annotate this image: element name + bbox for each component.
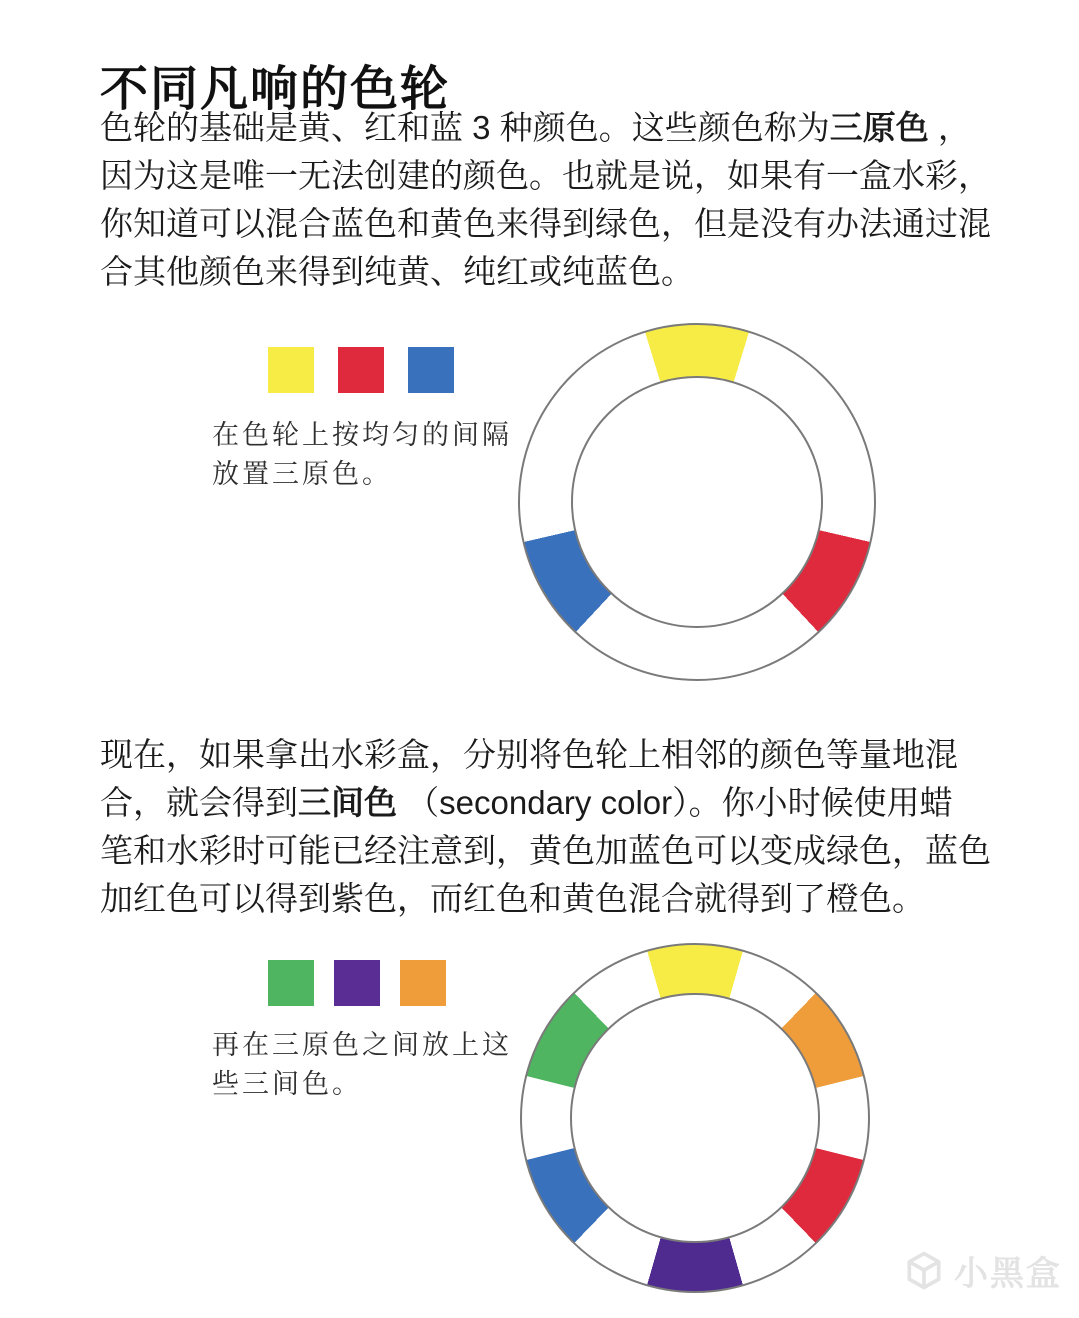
text-line: 因为这是唯一无法创建的颜色。也就是说，如果有一盒水彩， bbox=[100, 157, 991, 194]
watermark bbox=[902, 1246, 1062, 1295]
watermark-text: 小黑盒 bbox=[954, 1255, 1062, 1293]
wheel-hole bbox=[571, 376, 822, 627]
swatch-green bbox=[268, 960, 314, 1006]
text-run: 合，就会得到 bbox=[100, 784, 298, 821]
text-run: （secondary color）。你小时候使用蜡 bbox=[397, 784, 953, 821]
wheel-hole bbox=[570, 993, 819, 1242]
text-line bbox=[100, 104, 980, 152]
primary-colors-term: 三原色 bbox=[829, 109, 929, 146]
swatch-red bbox=[338, 347, 384, 393]
text-line: 现在，如果拿出水彩盒，分别将色轮上相邻的颜色等量地混 bbox=[100, 736, 958, 773]
caption-line: 再在三原色之间放上这 bbox=[212, 1030, 512, 1060]
primary-swatch-row bbox=[268, 347, 454, 393]
swatch-blue bbox=[408, 347, 454, 393]
caption-line: 放置三原色。 bbox=[212, 459, 392, 489]
figure-caption-secondary bbox=[212, 1026, 512, 1104]
text-run: ， bbox=[928, 109, 971, 146]
color-wheel-primary bbox=[518, 323, 876, 681]
text-run: 色轮的基础是黄、红和蓝 3 种颜色。这些颜色称为 bbox=[100, 109, 830, 146]
caption-line: 在色轮上按均匀的间隔 bbox=[212, 420, 512, 450]
secondary-colors-term: 三间色 bbox=[298, 784, 397, 821]
secondary-swatch-row bbox=[268, 960, 446, 1006]
paragraph-primary-colors bbox=[100, 104, 991, 296]
text-line: 笔和水彩时可能已经注意到，黄色加蓝色可以变成绿色，蓝色 bbox=[100, 832, 991, 869]
caption-line: 些三间色。 bbox=[212, 1069, 362, 1099]
text-line: 合其他颜色来得到纯黄、纯红或纯蓝色。 bbox=[100, 253, 694, 290]
text-line: 加红色可以得到紫色，而红色和黄色混合就得到了橙色。 bbox=[100, 880, 925, 917]
paragraph-secondary-colors bbox=[100, 731, 991, 923]
page-title: 不同凡响的色轮 bbox=[100, 63, 451, 117]
swatch-purple bbox=[334, 960, 380, 1006]
figure-caption-primary bbox=[212, 416, 512, 494]
text-line bbox=[100, 779, 980, 827]
xiaoheihe-box-logo-icon bbox=[902, 1249, 946, 1293]
swatch-orange bbox=[400, 960, 446, 1006]
swatch-yellow bbox=[268, 347, 314, 393]
text-line: 你知道可以混合蓝色和黄色来得到绿色，但是没有办法通过混 bbox=[100, 205, 991, 242]
color-wheel-secondary bbox=[520, 943, 870, 1293]
